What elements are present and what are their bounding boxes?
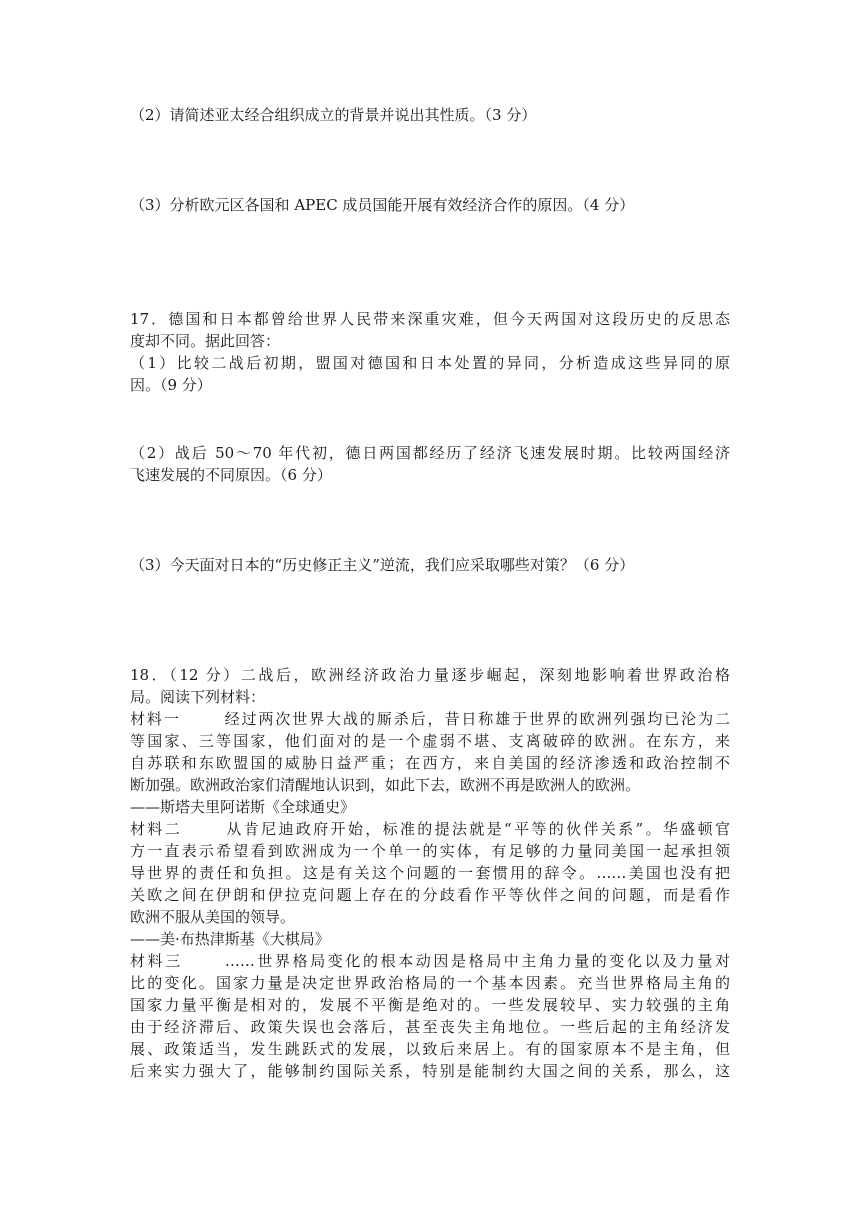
text-line: 方一直表示希望看到欧洲成为一个单一的实体，有足够的力量同美国一起承担领 xyxy=(130,842,730,860)
q17-stem xyxy=(130,308,730,352)
material-2-label: 材料二 xyxy=(130,820,183,838)
q17-sub2 xyxy=(130,442,730,486)
text-line: 等国家、三等国家，他们面对的是一个虚弱不堪、支离破碎的欧洲。在东方，来 xyxy=(130,732,730,750)
text-line: 展、政策适当，发生跳跃式的发展，以致后来居上。有的国家原本不是主角，但 xyxy=(130,1040,730,1058)
material-1-text: 经过两次世界大战的厮杀后，昔日称雄于世界的欧洲列强均已沦为二 xyxy=(222,710,730,728)
text-line: （2）战后 50～70 年代初，德日两国都经历了经济飞速发展时期。比较两国经济 xyxy=(130,444,730,462)
material-3-first-line xyxy=(130,950,730,972)
q17-sub3: （3）今天面对日本的“历史修正主义”逆流，我们应采取哪些对策？（6 分） xyxy=(130,556,635,574)
text-line: （1）比较二战后初期，盟国对德国和日本处置的异同，分析造成这些异同的原 xyxy=(130,354,730,372)
q16-sub3: （3）分析欧元区各国和 APEC 成员国能开展有效经济合作的原因。（4 分） xyxy=(130,196,635,214)
text-line: 比的变化。国家力量是决定世界政治格局的一个基本因素。充当世界格局主角的 xyxy=(130,974,730,992)
text-line: 因。（9 分） xyxy=(130,376,212,394)
text-line: 关欧之间在伊朗和伊拉克问题上存在的分歧看作平等伙伴之间的问题，而是看作 xyxy=(130,886,730,904)
material-1-first-line xyxy=(130,708,730,730)
text-line: 由于经济滞后、政策失误也会落后，甚至丧失主角地位。一些后起的主角经济发 xyxy=(130,1018,730,1036)
text-line: 导世界的责任和负担。这是有关这个问题的一套惯用的辞令。……美国也没有把 xyxy=(130,864,730,882)
q17-sub1 xyxy=(130,352,730,396)
text-line: 欧洲不服从美国的领导。 xyxy=(130,908,296,926)
material-2-first-line xyxy=(130,818,730,840)
material-2-source: ——美·布热津斯基《大棋局》 xyxy=(130,930,330,948)
q18-block xyxy=(130,664,730,1082)
q16-sub2: （2）请简述亚太经合组织成立的背景并说出其性质。（3 分） xyxy=(130,106,537,124)
text-line: 后来实力强大了，能够制约国际关系，特别是能制约大国之间的关系，那么，这 xyxy=(130,1062,730,1080)
text-line: 度却不同。据此回答： xyxy=(130,332,281,350)
text-line: 局。阅读下列材料： xyxy=(130,688,266,706)
text-line: 国家力量平衡是相对的，发展不平衡是绝对的。一些发展较早、实力较强的主角 xyxy=(130,996,730,1014)
material-3-text: ……世界格局变化的根本动因是格局中主角力量的变化以及力量对 xyxy=(224,952,730,970)
text-line: 飞速发展的不同原因。（6 分） xyxy=(130,466,332,484)
text-line: 18．（12 分）二战后，欧洲经济政治力量逐步崛起，深刻地影响着世界政治格 xyxy=(130,666,730,684)
material-1-label: 材料一 xyxy=(130,710,181,728)
material-2-text: 从肯尼迪政府开始，标准的提法就是“平等的伙伴关系”。华盛顿官 xyxy=(224,820,730,838)
material-3-label: 材料三 xyxy=(130,952,183,970)
text-line: 断加强。欧洲政治家们清醒地认识到，如此下去，欧洲不再是欧洲人的欧洲。 xyxy=(130,776,641,794)
text-line: 17．德国和日本都曾给世界人民带来深重灾难，但今天两国对这段历史的反思态 xyxy=(130,310,730,328)
material-1-source: ——斯塔夫里阿诺斯《全球通史》 xyxy=(130,798,356,816)
text-line: 自苏联和东欧盟国的威胁日益严重；在西方，来自美国的经济渗透和政治控制不 xyxy=(130,754,730,772)
